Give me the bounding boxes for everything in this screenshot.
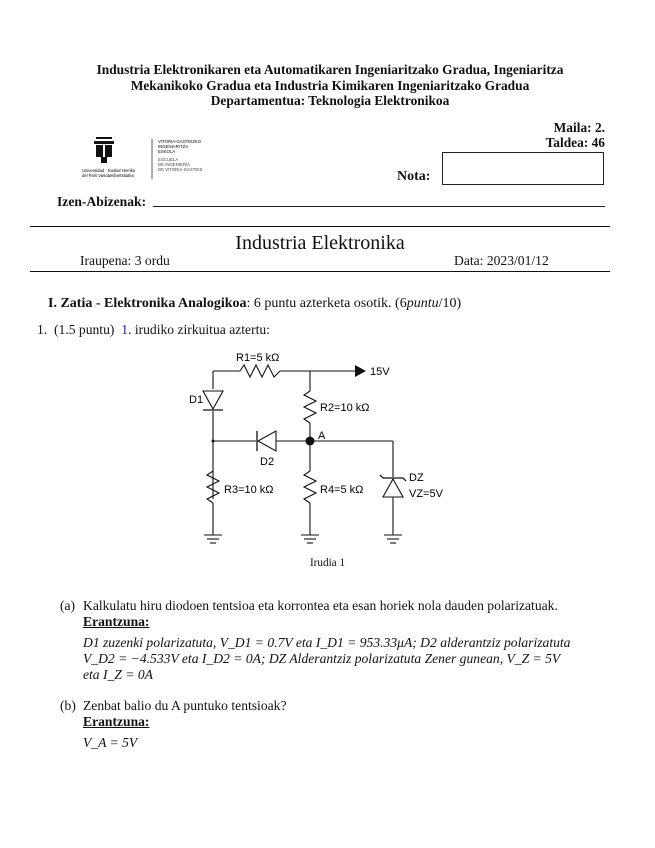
name-label: Izen-Abizenak:	[57, 194, 147, 209]
answer-a-line-2: V_D2 = −4.533V eta I_D2 = 0A; DZ Alderantziz polarizatuta Zener gunean, V_Z = 5V	[83, 651, 561, 666]
nota-box[interactable]	[442, 152, 604, 185]
dz-label: DZ	[409, 472, 424, 484]
question-text: . irudiko zirkuitua aztertu:	[128, 322, 270, 337]
university-logo	[82, 135, 222, 185]
exam-duration: Iraupena: 3 ordu	[80, 253, 170, 268]
logo-univ-text-1: Universidad	[82, 168, 105, 173]
name-field-line[interactable]	[153, 206, 605, 207]
circuit-diagram	[180, 345, 470, 550]
logo-univ-text-4: Unibertsitatea	[108, 173, 134, 178]
d1-label: D1	[189, 394, 204, 406]
bottom-rule	[30, 271, 610, 272]
exam-date: Data: 2023/01/12	[454, 253, 549, 268]
section-title: I. Zatia - Elektronika Analogikoa	[48, 296, 247, 311]
header-title-line-2: Mekanikoko Gradua eta Industria Kimikaren Ingeniaritzako Gradua	[130, 77, 530, 93]
section-tail: /10)	[438, 296, 462, 311]
vz-label: VZ=5V	[409, 488, 443, 500]
subquestion-b	[60, 698, 620, 751]
figure-ref-link[interactable]: 1	[121, 322, 129, 337]
exam-title: Industria Elektronika	[235, 232, 405, 254]
logo-school-text-4: ESCUELA	[158, 157, 179, 162]
taldea-label: Taldea: 46	[545, 135, 605, 150]
logo-school-text-3: ESKOLA	[158, 149, 176, 154]
r3-label: R3=10 kΩ	[224, 484, 274, 496]
subquestion-a	[60, 598, 620, 683]
subquestion-a-text: Kalkulatu hiru diodoen tentsioa eta korrontea eta esan horiek nola dauden polarizatuak.	[83, 598, 558, 613]
nota-label: Nota:	[397, 169, 431, 184]
logo-school-text-2: INGENIARITZA	[158, 144, 189, 149]
course-level	[546, 120, 605, 150]
logo-school-text-1: VITORIA-GASTEIZKO	[158, 139, 202, 144]
maila-label: Maila: 2.	[553, 120, 605, 135]
answer-a-text	[83, 635, 620, 683]
r2-label: R2=10 kΩ	[320, 402, 370, 414]
logo-univ-text-2: del País Vasco	[82, 173, 110, 178]
d2-label: D2	[260, 456, 275, 468]
answer-a-line-3: eta I_Z = 0A	[83, 667, 153, 682]
question-1	[37, 322, 270, 338]
header-title-line-3: Departamentua: Teknologia Elektronikoa	[210, 93, 450, 108]
subquestion-a-marker: (a)	[60, 598, 76, 613]
header-title-line-1: Industria Elektronikaren eta Automatikaren Ingeniaritzako Gradua, Ingeniaritza	[96, 62, 564, 77]
top-rule	[30, 226, 610, 227]
section-puntu: puntu	[406, 296, 439, 311]
r4-label: R4=5 kΩ	[320, 484, 364, 496]
source-label: 15V	[370, 366, 390, 378]
answer-a-line-1: D1 zuzenki polarizatuta, V_D1 = 0.7V eta I_D1 = 953.33μA; D2 alderantziz polarizatuta	[83, 635, 571, 650]
section-desc: : 6 puntu azterketa osotik. (6	[246, 296, 407, 311]
question-number: 1.	[37, 322, 48, 337]
subquestion-b-marker: (b)	[60, 698, 76, 713]
question-points: (1.5 puntu)	[54, 322, 115, 337]
logo-school-text-6: DE VITORIA-GASTEIZ	[158, 167, 203, 172]
r1-label: R1=5 kΩ	[236, 352, 280, 364]
header-title	[40, 62, 620, 109]
logo-school-text-5: DE INGENIERÍA	[158, 162, 190, 167]
logo-univ-text-3: Euskal Herriko	[108, 168, 136, 173]
tree-emblem-icon	[94, 137, 114, 163]
answer-b-label: Erantzuna:	[83, 714, 150, 729]
answer-b-text: V_A = 5V	[83, 735, 138, 750]
figure-caption: Irudia 1	[309, 557, 346, 569]
node-a-dot	[306, 437, 315, 446]
answer-a-label: Erantzuna:	[83, 614, 150, 629]
node-a-label: A	[318, 430, 326, 442]
section-heading	[48, 296, 461, 312]
subquestion-b-text: Zenbat balio du A puntuko tentsioak?	[83, 698, 287, 713]
